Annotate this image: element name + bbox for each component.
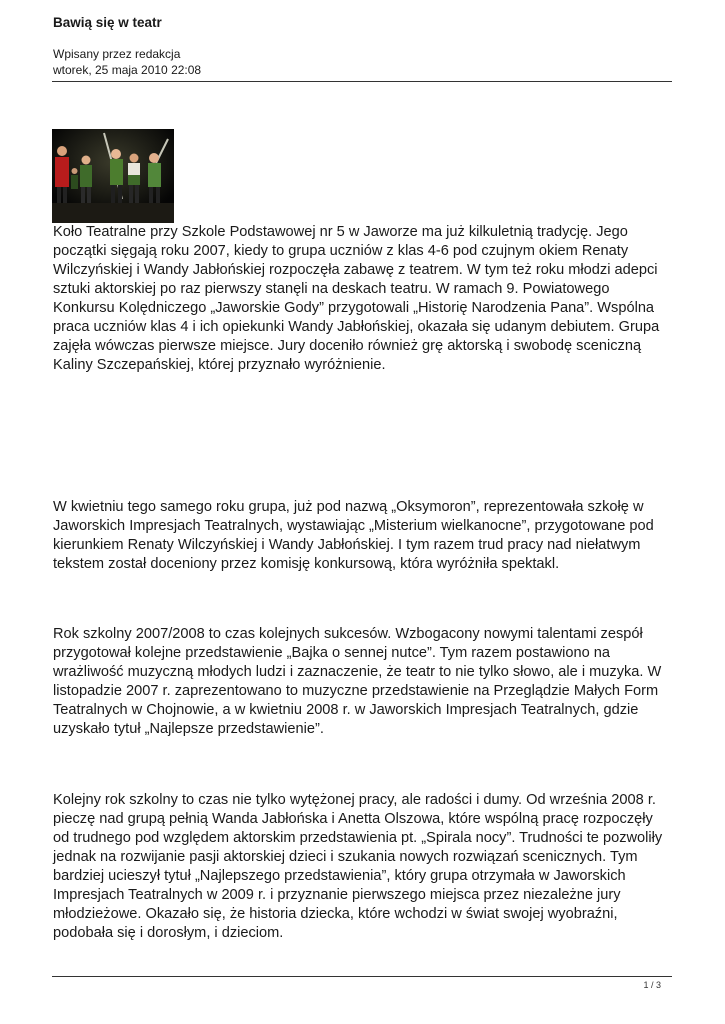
article-paragraph: Kolejny rok szkolny to czas nie tylko wytężonej pracy, ale radości i dumy. Od września 2008 r. pieczę nad grupą pełnią Wanda Jabłońska i Anetta Olszowa, które wspólną pracę rozpoczęły od trudnego pod względem aktorskim przedstawienia pt. „Spirala nocy”. Trudności te pozwoliły jednak na rozwijanie pasji aktorskiej dzieci i szukania nowych rozwiązań scenicznych. Tym bardziej ucieszył tytuł „Najlepszego przedstawienia”, który grupa otrzymała w Jaworskich Impresjach Teatralnych w 2009 r. i przyznanie pierwszego miejsca przez niezależne jury młodzieżowe. Okazało się, że historia dziecka, które wchodzi w świat swojej wyobraźni, podobała się i dorosłym, i dzieciom. — [53, 792, 663, 941]
article-paragraph: Koło Teatralne przy Szkole Podstawowej nr 5 w Jaworze ma już kilkuletnią tradycję. Jego początki sięgają roku 2007, kiedy to grupa uczniów z klas 4-6 pod czujnym okiem Renaty Wilczyńskiej i Wandy Jabłońskiej rozpoczęła zabawę z teatrem. W tym też roku młodzi adepci sztuki aktorskiej po raz pierwszy stanęli na deskach teatru. W ramach 9. Powiatowego Konkursu Kolędniczego „Jaworskie Gody” przygotowali „Historię Narodzenia Pana”. Wspólna praca uczniów klas 4 i ich opiekunki Wandy Jabłońskiej, okazała się udanym debiutem. Grupa zajęła wówczas pierwsze miejsce. Jury doceniło również grę aktorską i swobodę sceniczną Kaliny Szczepańskiej, której przyznało wyróżnienie. — [53, 224, 660, 373]
article-title: Bawią się w teatr — [53, 15, 162, 30]
article-meta — [53, 46, 201, 78]
article-paragraph: Rok szkolny 2007/2008 to czas kolejnych sukcesów. Wzbogacony nowymi talentami zespół przygotował kolejne przedstawienie „Bajka o sennej nutce”. Tym razem postawiono na wrażliwość muzyczną młodych ludzi i zaznaczenie, że teatr to nie tylko słowo, ale i muzyka. W listopadzie 2007 r. zaprezentowano to muzyczne przedstawienie na Przeglądzie Małych Form Teatralnych w Chojnowie, a w kwietniu 2008 r. w Jaworskich Impresjach Teatralnych, gdzie uzyskało tytuł „Najlepsze przedstawienie”. — [53, 626, 662, 737]
article-photo — [52, 129, 174, 223]
date-line: wtorek, 25 maja 2010 22:08 — [53, 63, 202, 77]
author-line: Wpisany przez redakcja — [53, 47, 181, 61]
article-paragraph: W kwietniu tego samego roku grupa, już pod nazwą „Oksymoron”, reprezentowała szkołę w Jaworskich Impresjach Teatralnych, wystawiając „Misterium wielkanocne”, przygotowane pod kierunkiem Renaty Wilczyńskiej i Wandy Jabłońskiej. I tym razem trud pracy nad niełatwym tekstem został doceniony przez komisję konkursową, która wyróżniła spektakl. — [53, 499, 654, 572]
footer-divider — [52, 976, 672, 977]
page-indicator: 1 / 3 — [643, 980, 661, 990]
header-divider — [52, 81, 672, 82]
